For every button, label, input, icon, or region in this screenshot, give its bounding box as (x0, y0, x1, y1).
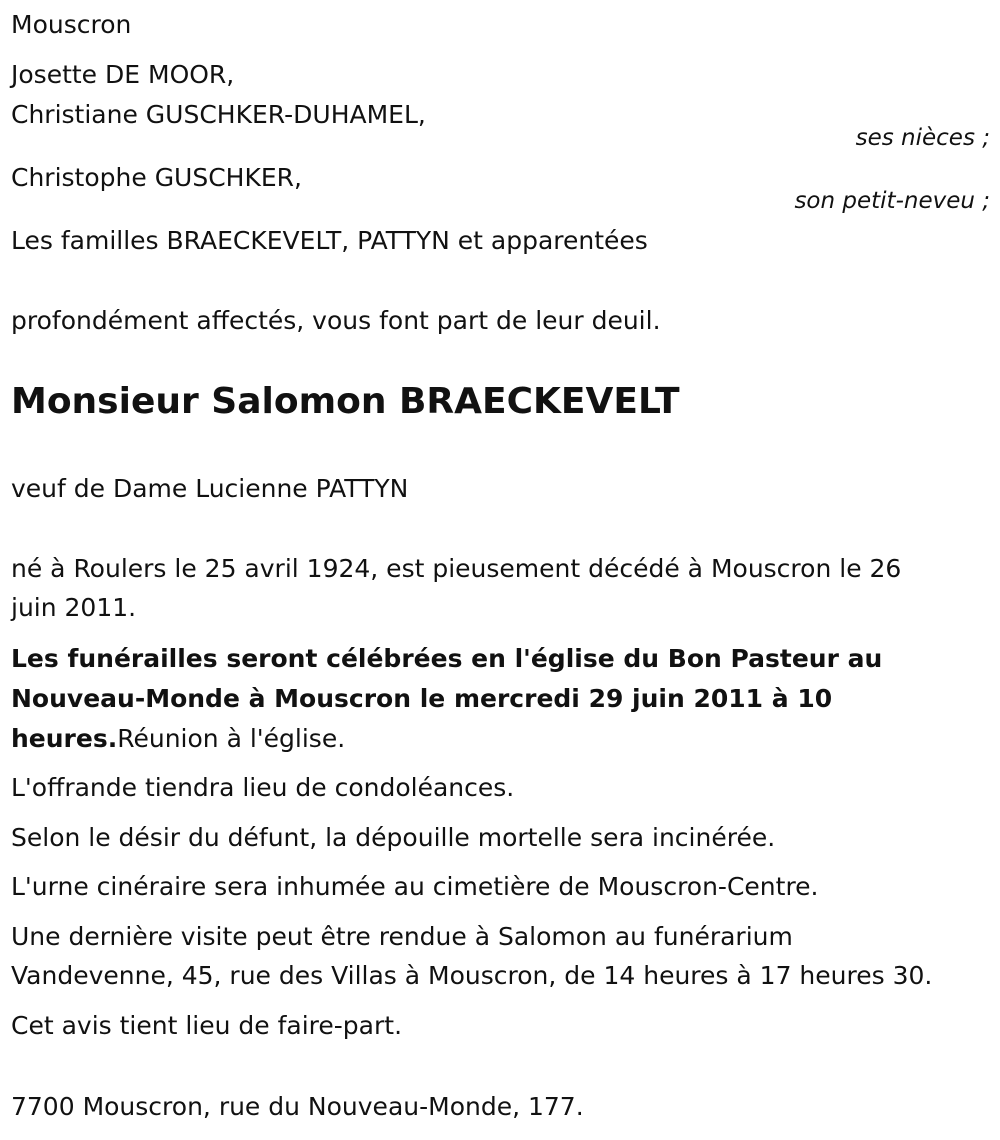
birth-death-line-2: juin 2011. (11, 593, 137, 622)
announcement-text: profondément affectés, vous font part de leur deuil. (11, 306, 661, 335)
funeral-line-3 (11, 719, 345, 759)
city-heading: Mouscron (11, 10, 132, 39)
notice-line: Cet avis tient lieu de faire-part. (11, 1011, 403, 1040)
grandnephew-name: Christophe GUSCHKER, (11, 163, 302, 192)
niece-1-name: Josette DE MOOR, (11, 60, 235, 89)
funeral-time: heures. (11, 724, 118, 753)
funeral-line-2: Nouveau-Monde à Mouscron le mercredi 29 juin 2011 à 10 (11, 684, 833, 713)
visit-line-2: Vandevenne, 45, rue des Villas à Mouscron, de 14 heures à 17 heures 30. (11, 961, 933, 990)
nieces-role: ses nièces ; (855, 125, 990, 151)
address-line: 7700 Mouscron, rue du Nouveau-Monde, 177. (11, 1092, 584, 1121)
grandnephew-role: son petit-neveu ; (794, 188, 990, 214)
niece-2-name: Christiane GUSCHKER-DUHAMEL, (11, 100, 426, 129)
visit-line-1: Une dernière visite peut être rendue à Salomon au funérarium (11, 922, 793, 951)
birth-death-line-1: né à Roulers le 25 avril 1924, est pieusement décédé à Mouscron le 26 (11, 554, 902, 583)
gathering-note: Réunion à l'église. (117, 724, 346, 753)
funeral-line-1: Les funérailles seront célébrées en l'église du Bon Pasteur au (11, 644, 883, 673)
families-line: Les familles BRAECKEVELT, PATTYN et apparentées (11, 226, 648, 255)
deceased-name: Monsieur Salomon BRAECKEVELT (11, 381, 680, 422)
urn-line: L'urne cinéraire sera inhumée au cimetière de Mouscron-Centre. (11, 872, 819, 901)
widower-line: veuf de Dame Lucienne PATTYN (11, 474, 409, 503)
offering-line: L'offrande tiendra lieu de condoléances. (11, 773, 515, 802)
cremation-line: Selon le désir du défunt, la dépouille mortelle sera incinérée. (11, 823, 776, 852)
